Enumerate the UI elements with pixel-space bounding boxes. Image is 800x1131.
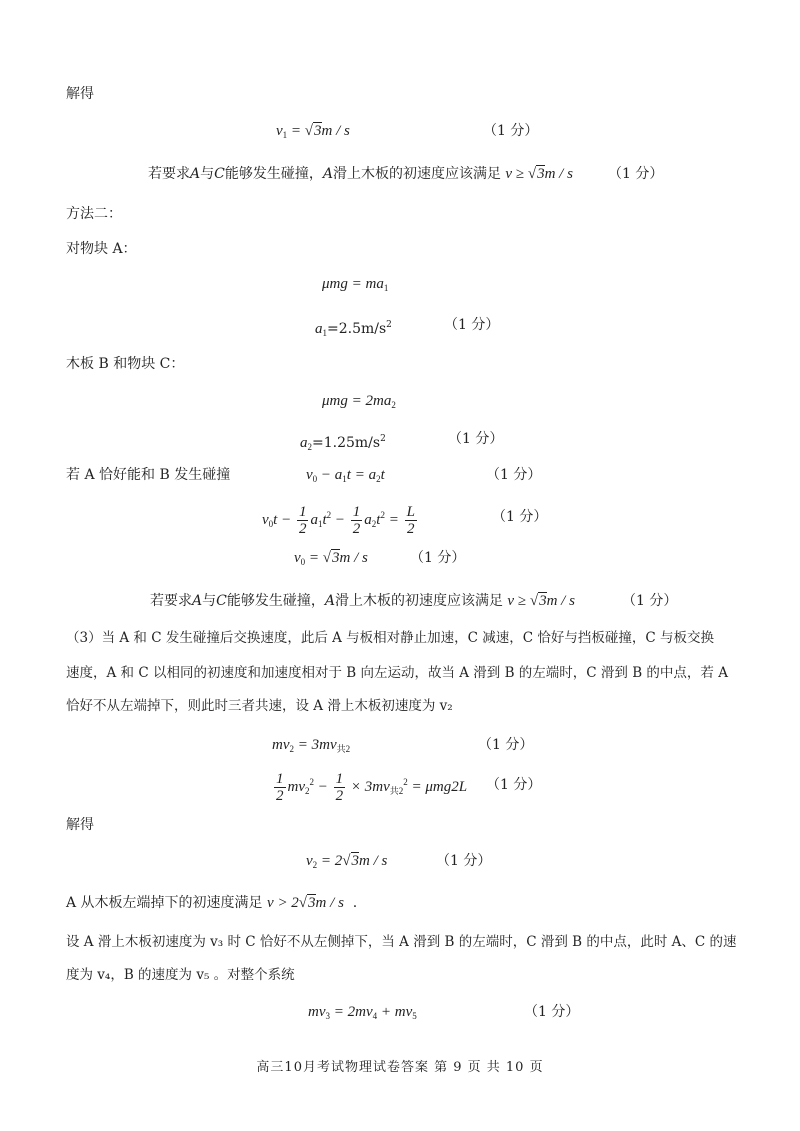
score-mark: （1 分） [486,467,542,483]
score-mark: （1 分） [410,550,466,566]
text-part3-line3: 恰好不从左端掉下，则此时三者共速，设 A 滑上木板初速度为 v₂ [66,698,453,714]
text-collision-condition: 若 A 恰好能和 B 发生碰撞 [66,467,231,483]
equation-v0: $v_0 = √3m / s$ [294,550,368,567]
text-condition-2: 若要求A与C能够发生碰撞，A滑上木板的初速度应该满足 v ≥ √3m / s [150,593,575,609]
equation-v0-relation: $v_0 - a_1t = a_2t$ [306,467,385,484]
text-v4-v5: 度为 v₄，B 的速度为 v₅ 。对整个系统 [66,967,295,983]
score-mark: （1 分） [524,1004,580,1020]
equation-displacement: $v_0t$ − $\frac{1}{2}$ $a_1t^2$ − $\frac{1}{2}$ $a_2t^2$ = $\frac{L}{2}$ [262,504,415,538]
score-mark: （1 分） [486,777,542,793]
text-block-a: 对物块 A： [66,241,137,257]
score-mark: （1 分） [492,509,548,525]
score-mark: （1 分） [444,317,500,333]
text-fall-condition: A 从木板左端掉下的初速度满足 v > 2√3m / s . [66,895,358,911]
page-footer: 高三10月考试物理试卷答案 第 9 页 共 10 页 [256,1060,544,1075]
score-mark: （1 分） [483,123,539,139]
score-mark: （1 分） [608,166,664,182]
score-mark: （1 分） [436,853,492,869]
score-mark: （1 分） [448,431,504,447]
score-mark: （1 分） [622,593,678,609]
equation-mumg-ma1: $\mu mg = ma_1$ [322,276,389,293]
text-jiede-2: 解得 [66,817,94,833]
equation-mumg-2ma2: $\mu mg = 2ma_2$ [322,393,396,410]
equation-momentum-v2: $mv_2 = 3mv_{共2}$ [272,737,351,754]
text-v3-assumption: 设 A 滑上木板初速度为 v₃ 时 C 恰好不从左侧掉下，当 A 滑到 B 的左端时，C 滑到 B 的中点，此时 A、C 的速 [66,934,737,950]
text-jiede-1: 解得 [66,86,94,102]
equation-a2: $a_2=1.25m/s^2$ [300,434,386,452]
equation-v2: $v_2 = 2√3m / s$ [306,853,388,870]
text-part3-line1: （3）当 A 和 C 发生碰撞后交换速度，此后 A 与板相对静止加速，C 减速，C 恰好与挡板碰撞，C 与板交换 [66,630,715,646]
equation-momentum-v3: $mv_3 = 2mv_4 + mv_5$ [308,1004,417,1021]
equation-v1: $v_1 = √3m / s$ [276,123,350,140]
text-board-b-c: 木板 B 和物块 C： [66,356,185,372]
text-condition-1: 若要求A与C能够发生碰撞，A滑上木板的初速度应该满足 v ≥ √3m / s [148,166,573,182]
score-mark: （1 分） [478,737,534,753]
equation-a1: $a_1=2.5m/s^2$ [315,320,392,338]
text-method-two: 方法二： [66,206,122,222]
equation-energy: $\frac{1}{2}$ $mv_2^2$ − $\frac{1}{2}$ × $3mv_{共2}^2 = \mu mg2L$ [276,771,468,805]
text-part3-line2: 速度，A 和 C 以相同的初速度和加速度相对于 B 向左运动，故当 A 滑到 B 的左端时，C 滑到 B 的中点，若 A [66,665,728,681]
